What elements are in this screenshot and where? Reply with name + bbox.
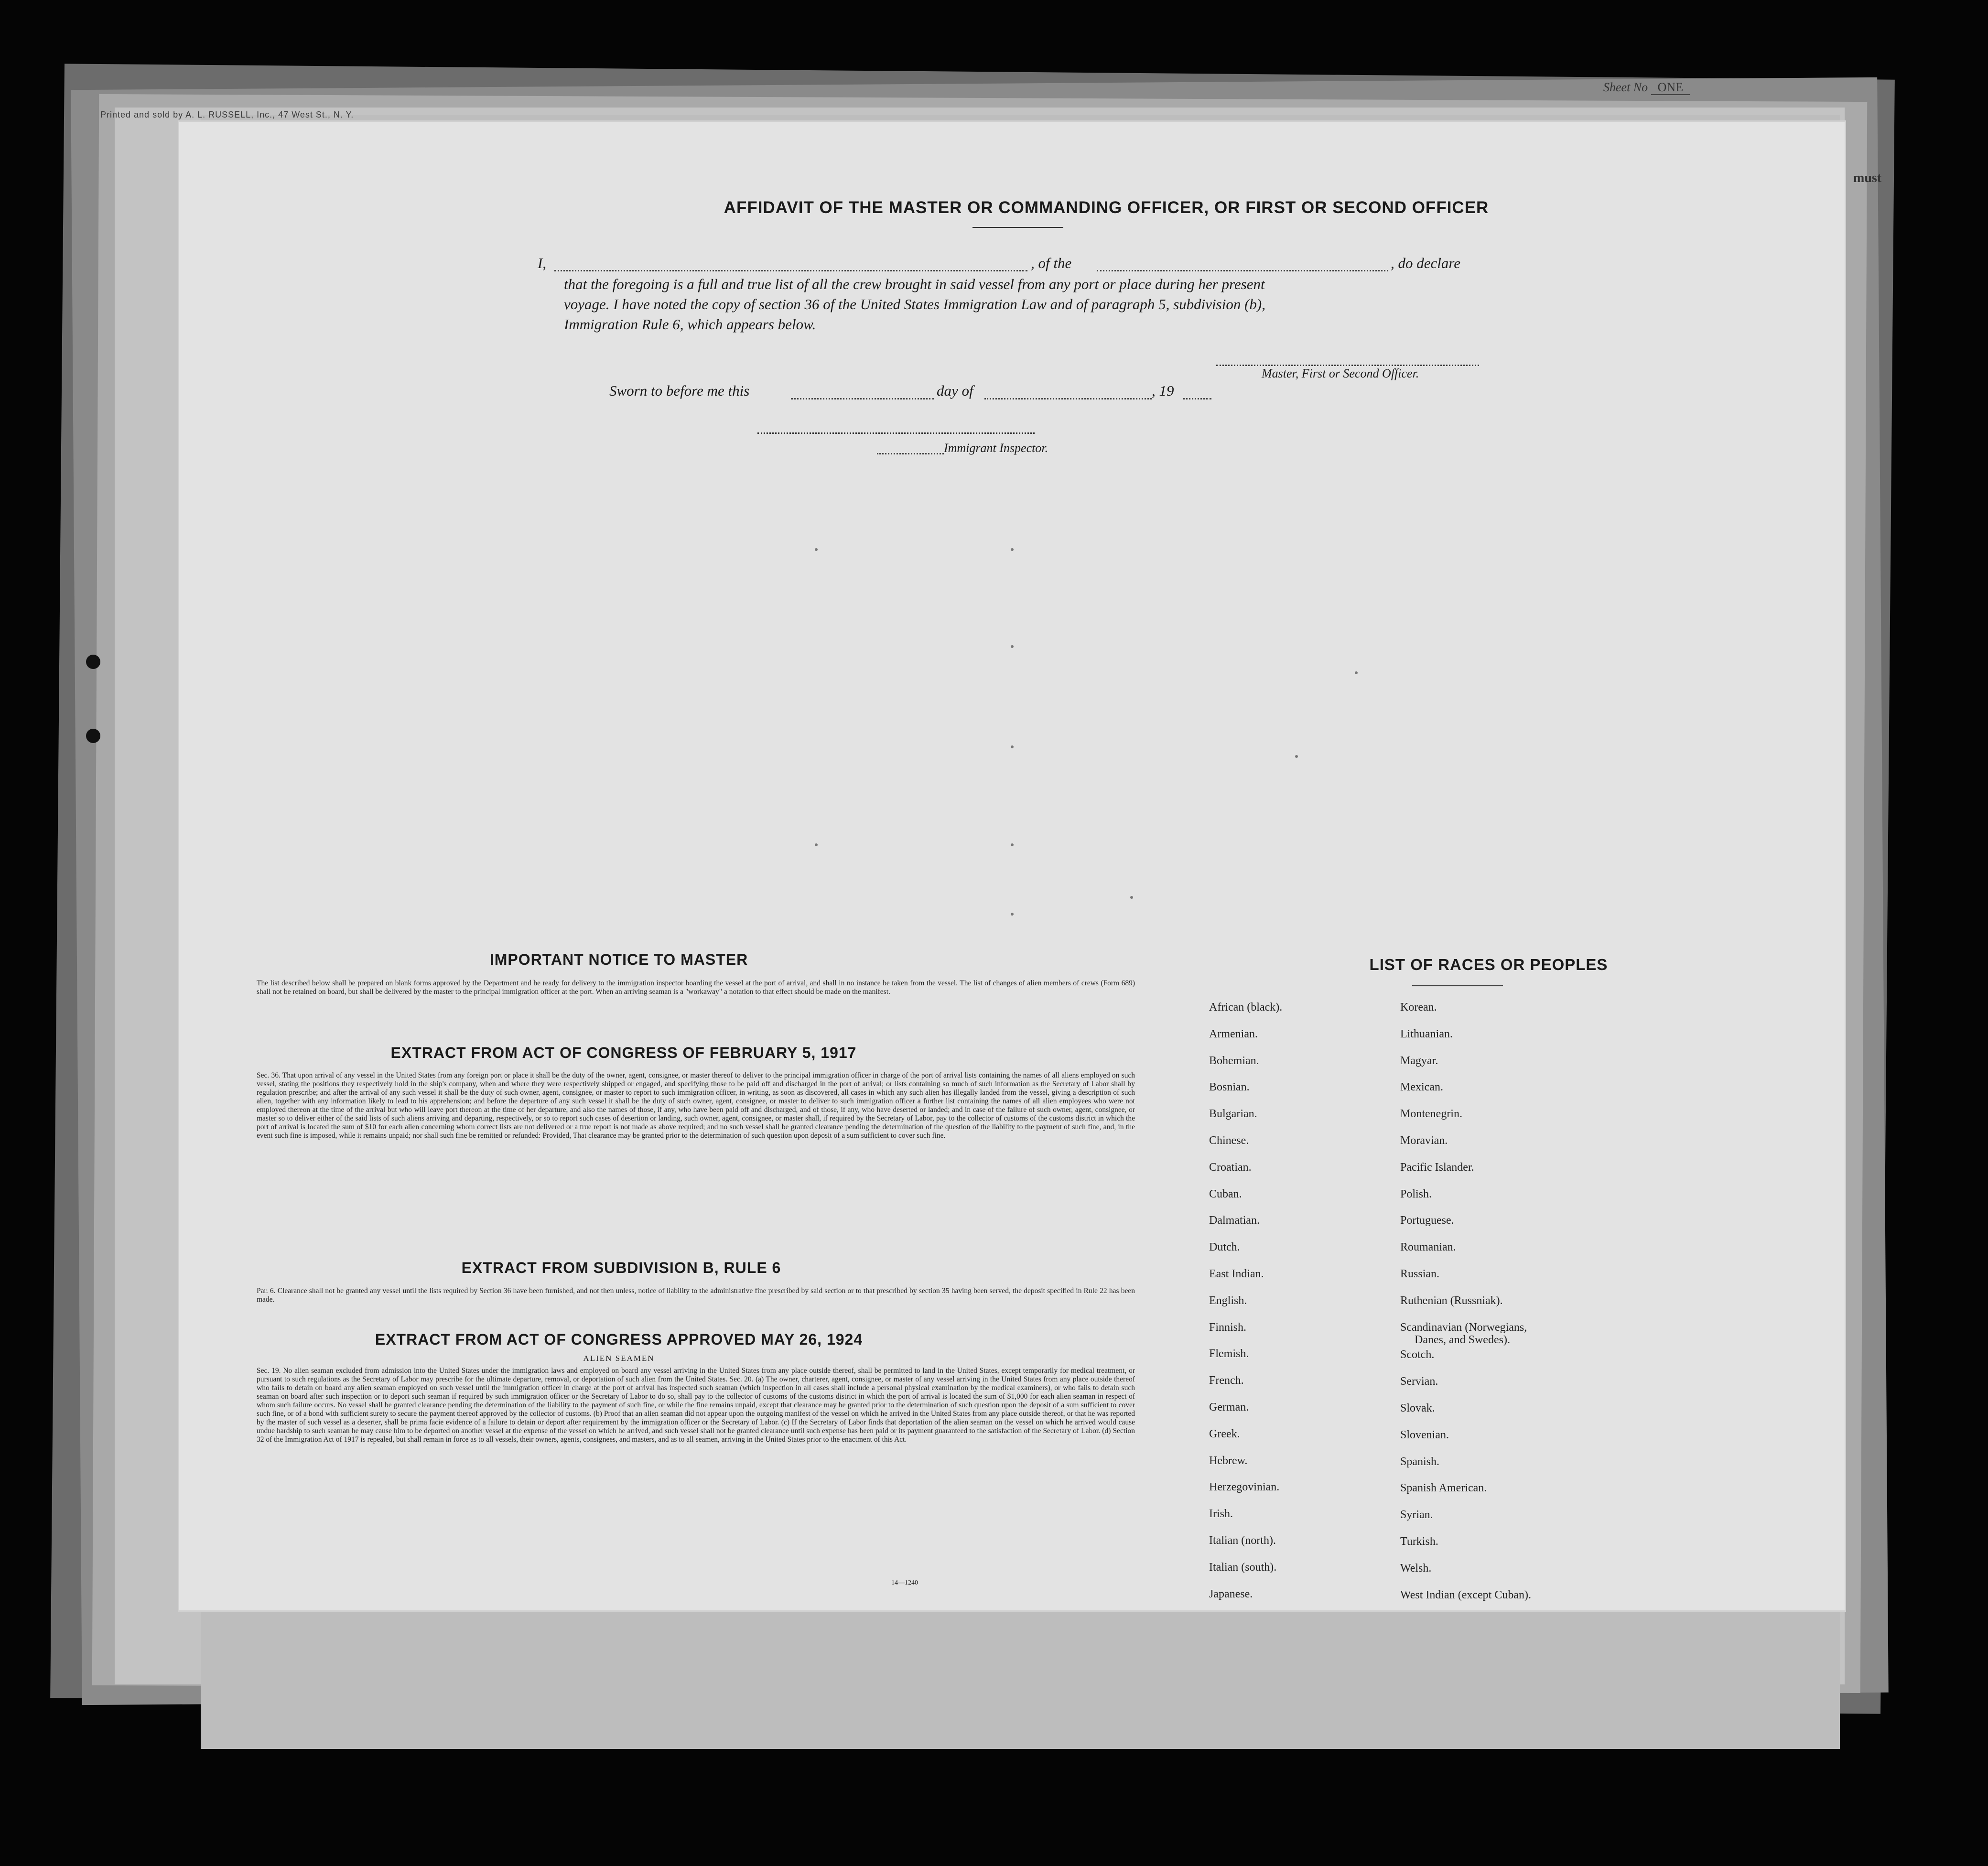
sheet-number-value: ONE bbox=[1651, 80, 1690, 95]
race-item: African (black). bbox=[1209, 1001, 1283, 1014]
inspector-label: Immigrant Inspector. bbox=[944, 441, 1048, 455]
race-item: Mexican. bbox=[1400, 1081, 1443, 1094]
race-item: Slovenian. bbox=[1400, 1428, 1449, 1441]
master-signature-label: Master, First or Second Officer. bbox=[1262, 367, 1419, 380]
extract-rule6-title: EXTRACT FROM SUBDIVISION B, RULE 6 bbox=[461, 1259, 781, 1276]
race-item: English. bbox=[1209, 1294, 1247, 1307]
of-the-label: , of the bbox=[1031, 255, 1072, 271]
race-item: Bulgarian. bbox=[1209, 1108, 1257, 1121]
race-item: Chinese. bbox=[1209, 1134, 1249, 1147]
race-item: Herzegovinian. bbox=[1209, 1481, 1280, 1494]
race-item: Armenian. bbox=[1209, 1027, 1258, 1040]
race-item: Dalmatian. bbox=[1209, 1214, 1260, 1227]
race-item: Irish. bbox=[1209, 1508, 1233, 1521]
sheet-number bbox=[1603, 80, 1690, 95]
race-item: Magyar. bbox=[1400, 1054, 1438, 1067]
declaration-line-2: that the foregoing is a full and true list of all the crew brought in said vessel from any port or place during her present bbox=[564, 276, 1265, 292]
race-item: Scotch. bbox=[1400, 1348, 1435, 1361]
declaration-line-3: voyage. I have noted the copy of section 36 of the United States Immigration Law and of paragraph 5, subdivision (b), bbox=[564, 296, 1265, 313]
races-title-underline bbox=[1412, 985, 1503, 986]
extract-rule6-body: Par. 6. Clearance shall not be granted any vessel until the lists required by Section 36 have been furnished, and not then unless, notice of liability to the administrative fine prescribed by said section or to that prescribed by section 35 having been served, the deposit specified in Rule 22 has been made. bbox=[257, 1287, 1135, 1304]
extract-1917-title: EXTRACT FROM ACT OF CONGRESS OF FEBRUARY 5, 1917 bbox=[390, 1044, 857, 1061]
race-item: Servian. bbox=[1400, 1375, 1438, 1388]
race-item: Scandinavian (Norwegians, bbox=[1400, 1321, 1527, 1334]
master-signature-field[interactable] bbox=[1216, 365, 1479, 366]
race-item: Croatian. bbox=[1209, 1161, 1252, 1174]
bleed-dot bbox=[1011, 843, 1014, 846]
race-item: Moravian. bbox=[1400, 1134, 1448, 1147]
bleed-dot bbox=[1130, 896, 1133, 899]
inspector-leader bbox=[877, 453, 944, 454]
race-item: Flemish. bbox=[1209, 1348, 1249, 1360]
extract-1924-title: EXTRACT FROM ACT OF CONGRESS APPROVED MAY 26, 1924 bbox=[375, 1331, 863, 1348]
race-item: French. bbox=[1209, 1374, 1244, 1387]
sworn-month-field[interactable] bbox=[984, 398, 1152, 399]
punch-hole-icon bbox=[86, 655, 100, 669]
sheet-number-label: Sheet No bbox=[1603, 80, 1648, 94]
race-item: Slovak. bbox=[1400, 1402, 1435, 1414]
race-item: Russian. bbox=[1400, 1268, 1440, 1280]
race-item: Finnish. bbox=[1209, 1321, 1247, 1334]
race-item: Lithuanian. bbox=[1400, 1027, 1453, 1040]
sworn-year-field[interactable] bbox=[1183, 398, 1211, 399]
declarant-name-field[interactable] bbox=[554, 270, 1027, 271]
extract-1924-body: Sec. 19. No alien seaman excluded from admission into the United States under the immigration laws and employed on board any vessel arriving in the United States from any place outside thereof, shall be permitted to land in the United States, except temporarily for medical treatment, or pursuant to such regulations as the Secretary of Labor may prescribe for the ultimate departure, removal, or deportation of such alien from the United States. Sec. 20. (a) The owner, charterer, agent, consignee, or master of any vessel arriving in the United States from any place outside thereof who fails to detain on board any alien seaman employed on such vessel until the immigration officer in charge at the port of arrival has inspected such seaman (which inspection in all cases shall include a personal physical examination by the medical examiners), or who fails to detain such seaman on board after such inspection or to deport such seaman if required by such immigration officer or the Secretary of Labor to do so, shall pay to the collector of customs of the customs district in which the port of arrival is located the sum of $1,000 for each alien seaman in respect of whom such failure occurs. No vessel shall be granted clearance pending the determination of the liability to the payment of such fine, or while the fine remains unpaid, except that clearance may be granted prior to the determination of such question upon the deposit of a sum sufficient to cover such fine, or of a bond with sufficient surety to secure the payment thereof approved by the collector of customs. (b) Proof that an alien seaman did not appear upon the outgoing manifest of the vessel on which he arrived in the United States from any place outside thereof, or that he was reported by the master of such vessel as a deserter, shall be prima facie evidence of a failure to detain or deport after requirement by the immigration officer or the Secretary of Labor. (c) If the Secretary of Labor finds that deportation of the alien seaman on the vessel on which he arrived would cause undue hardship to such seaman he may cause him to be deported on another vessel at the expense of the vessel on which he arrived, and such vessel shall not be granted clearance until such expense has been paid or its payment guaranteed to the satisfaction of the Secretary of Labor. (d) Section 32 of the Immigration Act of 1917 is repealed, but shall remain in force as to all vessels, their owners, agents, consignees, and masters, and as to all seamen, arriving in the United States prior to the enactment of this Act. bbox=[257, 1367, 1135, 1444]
printer-line: Printed and sold by A. L. RUSSELL, Inc., 47 West St., N. Y. bbox=[100, 110, 354, 119]
notice-body: The list described below shall be prepared on blank forms approved by the Department and be ready for delivery to the immigration inspector boarding the vessel at the port of arrival, and shall in no instance be taken from the vessel. The list of changes of alien members of crews (Form 689) shall not be retained on board, but shall be delivered by the master to the principal immigration officer at the port. When an arriving seaman is a "workaway" a notation to that effect should be made on the manifest. bbox=[257, 979, 1135, 996]
race-item: Greek. bbox=[1209, 1427, 1240, 1440]
form-number: 14—1240 bbox=[891, 1579, 918, 1586]
bleed-dot bbox=[1011, 548, 1014, 551]
race-item: Ruthenian (Russniak). bbox=[1400, 1294, 1503, 1307]
race-item: Bohemian. bbox=[1209, 1054, 1259, 1067]
bleed-dot bbox=[1011, 645, 1014, 648]
race-item: German. bbox=[1209, 1401, 1249, 1413]
declarant-label: I, bbox=[538, 255, 547, 271]
bleed-dot bbox=[1355, 671, 1358, 674]
race-item-continuation: Danes, and Swedes). bbox=[1415, 1333, 1510, 1346]
race-item: Dutch. bbox=[1209, 1241, 1240, 1254]
title-underline bbox=[972, 227, 1063, 228]
sworn-day-field[interactable] bbox=[791, 398, 934, 399]
extract-1924-subtitle: ALIEN SEAMEN bbox=[583, 1354, 655, 1363]
bleed-dot bbox=[1011, 745, 1014, 748]
race-item: Montenegrin. bbox=[1400, 1108, 1462, 1121]
affidavit-title: AFFIDAVIT OF THE MASTER OR COMMANDING OFFICER, OR FIRST OR SECOND OFFICER bbox=[724, 198, 1489, 217]
race-item: Welsh. bbox=[1400, 1562, 1432, 1575]
race-item: Hebrew. bbox=[1209, 1454, 1248, 1467]
race-item: Bosnian. bbox=[1209, 1081, 1250, 1094]
race-item: Italian (north). bbox=[1209, 1534, 1276, 1547]
margin-note: must bbox=[1853, 171, 1882, 185]
race-item: Turkish. bbox=[1400, 1535, 1438, 1548]
sworn-label: Sworn to before me this bbox=[609, 382, 750, 399]
bleed-dot bbox=[815, 843, 818, 846]
race-item: Polish. bbox=[1400, 1187, 1432, 1200]
race-item: Portuguese. bbox=[1400, 1214, 1454, 1227]
inspector-signature-field[interactable] bbox=[757, 432, 1035, 434]
vessel-name-field[interactable] bbox=[1097, 270, 1388, 271]
race-item: Korean. bbox=[1400, 1001, 1437, 1014]
race-item: East Indian. bbox=[1209, 1268, 1264, 1280]
race-item: Italian (south). bbox=[1209, 1561, 1277, 1574]
race-item: Spanish. bbox=[1400, 1455, 1440, 1468]
extract-1917-body: Sec. 36. That upon arrival of any vessel in the United States from any foreign port or place it shall be the duty of the owner, agent, consignee, or master thereof to deliver to the principal immigration officer in charge of the port of arrival lists containing the names of all aliens employed on such vessel, stating the positions they respectively hold in the ship's company, when and where they were respectively shipped or engaged, and specifying those to be paid off and discharged in the port of arrival; or lists containing so much of such information as the Secretary of Labor shall by regulation prescribe; and after the arrival of any such vessel it shall be the duty of such owner, agent, consignee, or master to report to such immigration officer, in writing, as soon as discovered, all cases in which any such alien has illegally landed from the vessel, giving a description of such alien, together with any information likely to lead to his apprehension; and before the departure of any such vessel it shall be the duty of such owner, agent, consignee, or master to deliver to such immigration officer a further list containing the names of all alien employees who were not employed thereon at the time of the arrival but who will leave port thereon at the time of her departure, and also the names of those, if any, who have been paid off and discharged, and of those, if any, who have deserted or landed; and in case of the failure of such owner, agent, consignee, or master so to deliver either of the said lists of such aliens arriving and departing, respectively, or so to report such cases of desertion or landing, such owner, agent, consignee, or master shall, if required by the Secretary of Labor, pay to the collector of customs of the customs district in which the port of arrival is located the sum of $10 for each alien concerning whom correct lists are not delivered or a true report is not made as above required; and no such vessel shall be granted clearance pending the determination of the question of the liability to the payment of such fine, and, in the event such fine is imposed, while it remains unpaid; nor shall such fine be remitted or refunded: Provided, That clearance may be granted prior to the determination of such question upon deposit of a sum sufficient to cover such fine. bbox=[257, 1071, 1135, 1140]
affidavit-form-sheet bbox=[179, 122, 1845, 1610]
bleed-dot bbox=[1011, 913, 1014, 916]
do-declare-label: , do declare bbox=[1391, 255, 1461, 271]
race-item: Syrian. bbox=[1400, 1509, 1433, 1521]
year-label: , 19 bbox=[1152, 382, 1174, 399]
race-item: West Indian (except Cuban). bbox=[1400, 1588, 1531, 1601]
races-title bbox=[1259, 956, 1718, 974]
races-title-text: LIST OF RACES OR PEOPLES bbox=[1369, 956, 1608, 973]
race-item: Spanish American. bbox=[1400, 1482, 1487, 1495]
race-item: Cuban. bbox=[1209, 1187, 1242, 1200]
notice-title: IMPORTANT NOTICE TO MASTER bbox=[489, 951, 748, 968]
bleed-dot bbox=[815, 548, 818, 551]
race-item: Pacific Islander. bbox=[1400, 1161, 1474, 1174]
race-item: Japanese. bbox=[1209, 1587, 1253, 1600]
punch-hole-icon bbox=[86, 729, 100, 743]
race-item: Roumanian. bbox=[1400, 1241, 1456, 1254]
bleed-dot bbox=[1295, 755, 1298, 758]
day-of-label: day of bbox=[937, 382, 973, 399]
declaration-line-4: Immigration Rule 6, which appears below. bbox=[564, 316, 816, 333]
